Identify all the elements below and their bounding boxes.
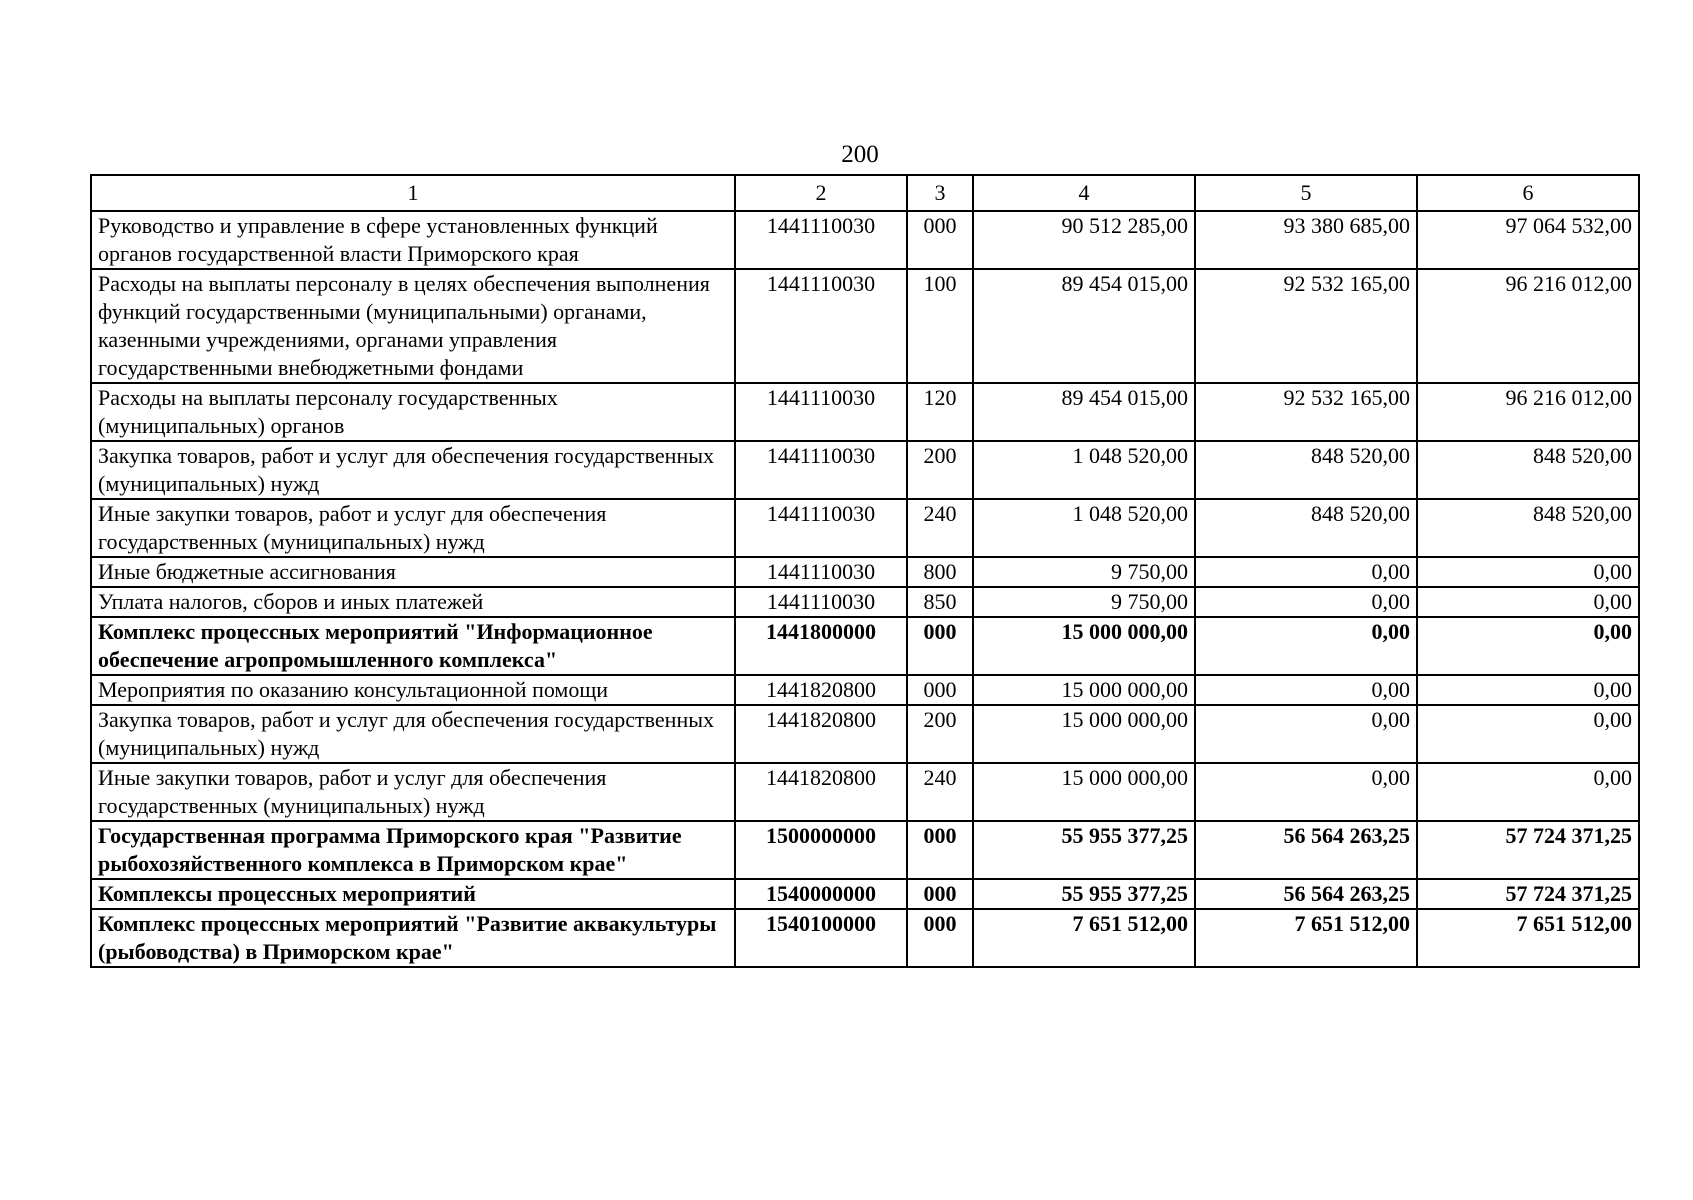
expense-type-cell: 200 — [907, 705, 973, 763]
amount-year-2-cell: 7 651 512,00 — [1195, 909, 1417, 967]
target-code-cell: 1441820800 — [735, 763, 907, 821]
table-row — [91, 879, 1639, 909]
amount-year-2-cell: 0,00 — [1195, 705, 1417, 763]
amount-year-2-cell: 56 564 263,25 — [1195, 879, 1417, 909]
amount-year-3-cell: 848 520,00 — [1417, 441, 1639, 499]
expense-name-cell: Комплекс процессных мероприятий "Развитие аквакультуры (рыбоводства) в Приморском крае" — [91, 909, 735, 967]
amount-year-1-cell: 15 000 000,00 — [973, 617, 1195, 675]
target-code-cell: 1540100000 — [735, 909, 907, 967]
table-body — [91, 211, 1639, 967]
amount-year-3-cell: 97 064 532,00 — [1417, 211, 1639, 269]
amount-year-3-cell: 57 724 371,25 — [1417, 821, 1639, 879]
target-code-cell: 1441110030 — [735, 383, 907, 441]
expense-type-cell: 100 — [907, 269, 973, 383]
expense-type-cell: 240 — [907, 763, 973, 821]
expense-name-cell: Расходы на выплаты персоналу государственных (муниципальных) органов — [91, 383, 735, 441]
amount-year-3-cell: 96 216 012,00 — [1417, 383, 1639, 441]
amount-year-3-cell: 7 651 512,00 — [1417, 909, 1639, 967]
amount-year-2-cell: 0,00 — [1195, 675, 1417, 705]
table-row — [91, 675, 1639, 705]
target-code-cell: 1441110030 — [735, 587, 907, 617]
table-row — [91, 587, 1639, 617]
expense-type-cell: 120 — [907, 383, 973, 441]
expense-type-cell: 000 — [907, 617, 973, 675]
column-header-1: 1 — [91, 175, 735, 211]
amount-year-3-cell: 0,00 — [1417, 617, 1639, 675]
expense-name-cell: Закупка товаров, работ и услуг для обеспечения государственных (муниципальных) нужд — [91, 441, 735, 499]
amount-year-1-cell: 55 955 377,25 — [973, 821, 1195, 879]
amount-year-2-cell: 848 520,00 — [1195, 499, 1417, 557]
amount-year-2-cell: 93 380 685,00 — [1195, 211, 1417, 269]
amount-year-2-cell: 56 564 263,25 — [1195, 821, 1417, 879]
amount-year-3-cell: 0,00 — [1417, 705, 1639, 763]
expense-type-cell: 000 — [907, 821, 973, 879]
amount-year-1-cell: 9 750,00 — [973, 557, 1195, 587]
target-code-cell: 1500000000 — [735, 821, 907, 879]
expense-name-cell: Иные закупки товаров, работ и услуг для обеспечения государственных (муниципальных) нужд — [91, 763, 735, 821]
amount-year-1-cell: 55 955 377,25 — [973, 879, 1195, 909]
amount-year-2-cell: 0,00 — [1195, 617, 1417, 675]
expense-name-cell: Закупка товаров, работ и услуг для обеспечения государственных (муниципальных) нужд — [91, 705, 735, 763]
target-code-cell: 1441110030 — [735, 269, 907, 383]
table-row — [91, 909, 1639, 967]
amount-year-2-cell: 0,00 — [1195, 557, 1417, 587]
amount-year-3-cell: 0,00 — [1417, 763, 1639, 821]
amount-year-1-cell: 7 651 512,00 — [973, 909, 1195, 967]
table-row — [91, 557, 1639, 587]
column-header-6: 6 — [1417, 175, 1639, 211]
column-header-3: 3 — [907, 175, 973, 211]
amount-year-2-cell: 0,00 — [1195, 763, 1417, 821]
expense-name-cell: Иные бюджетные ассигнования — [91, 557, 735, 587]
amount-year-1-cell: 15 000 000,00 — [973, 705, 1195, 763]
table-row — [91, 499, 1639, 557]
table-row — [91, 617, 1639, 675]
expense-name-cell: Комплекс процессных мероприятий "Информационное обеспечение агропромышленного комплекса" — [91, 617, 735, 675]
page-number: 200 — [841, 141, 879, 168]
expense-type-cell: 800 — [907, 557, 973, 587]
amount-year-1-cell: 9 750,00 — [973, 587, 1195, 617]
table-row — [91, 269, 1639, 383]
expense-type-cell: 200 — [907, 441, 973, 499]
column-header-2: 2 — [735, 175, 907, 211]
amount-year-1-cell: 89 454 015,00 — [973, 383, 1195, 441]
expense-name-cell: Мероприятия по оказанию консультационной помощи — [91, 675, 735, 705]
amount-year-1-cell: 1 048 520,00 — [973, 499, 1195, 557]
table-row — [91, 763, 1639, 821]
expense-type-cell: 000 — [907, 879, 973, 909]
expense-type-cell: 240 — [907, 499, 973, 557]
expense-name-cell: Иные закупки товаров, работ и услуг для обеспечения государственных (муниципальных) нужд — [91, 499, 735, 557]
target-code-cell: 1441110030 — [735, 557, 907, 587]
amount-year-1-cell: 15 000 000,00 — [973, 763, 1195, 821]
amount-year-2-cell: 92 532 165,00 — [1195, 269, 1417, 383]
target-code-cell: 1441820800 — [735, 705, 907, 763]
header-row — [91, 175, 1639, 211]
amount-year-3-cell: 0,00 — [1417, 675, 1639, 705]
amount-year-1-cell: 89 454 015,00 — [973, 269, 1195, 383]
target-code-cell: 1441110030 — [735, 499, 907, 557]
column-header-5: 5 — [1195, 175, 1417, 211]
expense-name-cell: Государственная программа Приморского края "Развитие рыбохозяйственного комплекса в Приморском крае" — [91, 821, 735, 879]
amount-year-2-cell: 0,00 — [1195, 587, 1417, 617]
amount-year-3-cell: 57 724 371,25 — [1417, 879, 1639, 909]
amount-year-1-cell: 1 048 520,00 — [973, 441, 1195, 499]
table-row — [91, 705, 1639, 763]
expense-type-cell: 000 — [907, 675, 973, 705]
expense-name-cell: Расходы на выплаты персоналу в целях обеспечения выполнения функций государственными (муниципальными) органами, казенными учреждениями, органами управления государственными внебюджетными фондами — [91, 269, 735, 383]
target-code-cell: 1441110030 — [735, 441, 907, 499]
expense-type-cell: 850 — [907, 587, 973, 617]
budget-table — [90, 174, 1640, 968]
expense-type-cell: 000 — [907, 211, 973, 269]
target-code-cell: 1441110030 — [735, 211, 907, 269]
column-header-4: 4 — [973, 175, 1195, 211]
amount-year-2-cell: 92 532 165,00 — [1195, 383, 1417, 441]
target-code-cell: 1441820800 — [735, 675, 907, 705]
expense-type-cell: 000 — [907, 909, 973, 967]
amount-year-2-cell: 848 520,00 — [1195, 441, 1417, 499]
expense-name-cell: Комплексы процессных мероприятий — [91, 879, 735, 909]
amount-year-3-cell: 848 520,00 — [1417, 499, 1639, 557]
amount-year-1-cell: 90 512 285,00 — [973, 211, 1195, 269]
table-row — [91, 211, 1639, 269]
expense-name-cell: Уплата налогов, сборов и иных платежей — [91, 587, 735, 617]
table-row — [91, 441, 1639, 499]
amount-year-3-cell: 96 216 012,00 — [1417, 269, 1639, 383]
target-code-cell: 1441800000 — [735, 617, 907, 675]
amount-year-3-cell: 0,00 — [1417, 587, 1639, 617]
table-row — [91, 383, 1639, 441]
target-code-cell: 1540000000 — [735, 879, 907, 909]
expense-name-cell: Руководство и управление в сфере установленных функций органов государственной власти Приморского края — [91, 211, 735, 269]
table-row — [91, 821, 1639, 879]
amount-year-1-cell: 15 000 000,00 — [973, 675, 1195, 705]
amount-year-3-cell: 0,00 — [1417, 557, 1639, 587]
